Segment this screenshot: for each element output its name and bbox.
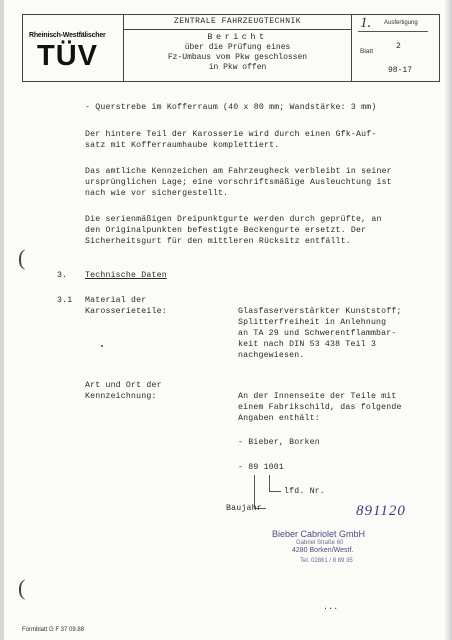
lfd-pointer bbox=[269, 475, 270, 491]
punch-hole-top: ( bbox=[18, 245, 26, 270]
para2-line2: ursprünglichen Lage; eine vorschriftsmäßige Ausleuchtung ist bbox=[85, 178, 392, 187]
para3-line1: Die serienmäßigen Dreipunktgurte werden durch geprüfte, an bbox=[85, 215, 382, 224]
serial-line: - 89 1001 bbox=[238, 463, 285, 472]
copy-underline bbox=[358, 31, 428, 32]
baujahr-label: Baujahr bbox=[226, 504, 262, 513]
lfd-label: lfd. Nr. bbox=[284, 487, 325, 496]
maker-line: - Bieber, Borken bbox=[238, 438, 320, 447]
company-stamp-phone: Tel. 02861 / 8 89 35 bbox=[300, 558, 353, 564]
marking-value-2: einem Fabrikschild, das folgende bbox=[238, 403, 402, 412]
report-code: 98-17 bbox=[388, 66, 413, 75]
tuv-logo bbox=[23, 15, 124, 81]
copy-label: Ausfertigung bbox=[384, 20, 418, 26]
continuation-dots: ... bbox=[323, 603, 339, 612]
material-label-1: Material der bbox=[85, 296, 147, 305]
para3-line3: Sicherheitsgurt für den mittleren Rücksitz entfällt. bbox=[85, 237, 351, 246]
handwritten-date: 891120 bbox=[356, 503, 406, 519]
page-edge-right bbox=[444, 0, 452, 640]
report-title: Bericht bbox=[207, 32, 268, 42]
material-value-1: Glasfaserverstärkter Kunststoff; bbox=[238, 307, 402, 316]
form-code: Formblatt G F 37 09.88 bbox=[22, 627, 85, 633]
logo-text: TÜV bbox=[37, 40, 98, 72]
report-subtitle-3: in Pkw offen bbox=[208, 63, 267, 72]
marking-label-1: Art und Ort der bbox=[85, 381, 162, 390]
material-value-4: keit nach DIN 53 438 Teil 3 bbox=[238, 340, 377, 349]
report-header bbox=[22, 14, 440, 82]
logo-caption: Rheinisch-Westfälischer bbox=[29, 32, 106, 39]
report-subtitle-2: Fz-Umbaus vom Pkw geschlossen bbox=[167, 53, 308, 62]
marking-value-3: Angaben enthält: bbox=[238, 414, 320, 423]
copy-number: 1. bbox=[360, 15, 372, 31]
report-title-block bbox=[124, 15, 352, 81]
company-stamp-street: Gabriel Straße 60 bbox=[296, 540, 344, 546]
sheet-label: Blatt bbox=[360, 48, 374, 55]
marking-label-2: Kennzeichnung: bbox=[85, 392, 157, 401]
page-edge-left bbox=[0, 0, 4, 640]
para1-line2: satz mit Kofferraumhaube komplettiert. bbox=[85, 141, 280, 150]
subsection-number: 3.1 bbox=[57, 296, 73, 305]
strut-bullet: - Querstrebe im Kofferraum (40 x 80 mm; Wandstärke: 3 mm) bbox=[85, 103, 377, 112]
company-stamp-name: Bieber Cabriolet GmbH bbox=[272, 529, 366, 539]
copy-info-block bbox=[352, 15, 439, 81]
punch-hole-bottom: ( bbox=[18, 575, 26, 600]
section-title: Technische Daten bbox=[85, 271, 167, 280]
para2-line1: Das amtliche Kennzeichen am Fahrzeugheck verbleibt in seiner bbox=[85, 167, 392, 176]
report-subtitle-1: über die Prüfung eines bbox=[184, 43, 291, 52]
company-stamp-city: 4280 Borken/Westf. bbox=[292, 547, 354, 554]
section-number: 3. bbox=[57, 271, 68, 280]
department-name: ZENTRALE FAHRZEUGTECHNIK bbox=[124, 15, 351, 30]
material-value-5: nachgewiesen. bbox=[238, 351, 305, 360]
lfd-pointer-end bbox=[269, 491, 281, 492]
stray-mark bbox=[101, 345, 103, 347]
material-value-3: an TA 29 und Schwerentflammbar- bbox=[238, 329, 397, 338]
sheet-number: 2 bbox=[396, 42, 401, 51]
material-value-2: Splitterfreiheit in Anlehnung bbox=[238, 318, 387, 327]
para1-line1: Der hintere Teil der Karosserie wird durch einen Gfk-Auf- bbox=[85, 130, 377, 139]
material-label-2: Karosserieteile: bbox=[85, 307, 167, 316]
para3-line2: den Originalpunkten befestigte Beckengurte ersetzt. Der bbox=[85, 226, 367, 235]
para2-line3: nach wie vor sichergestellt. bbox=[85, 189, 229, 198]
marking-value-1: An der Innenseite der Teile mit bbox=[238, 392, 397, 401]
